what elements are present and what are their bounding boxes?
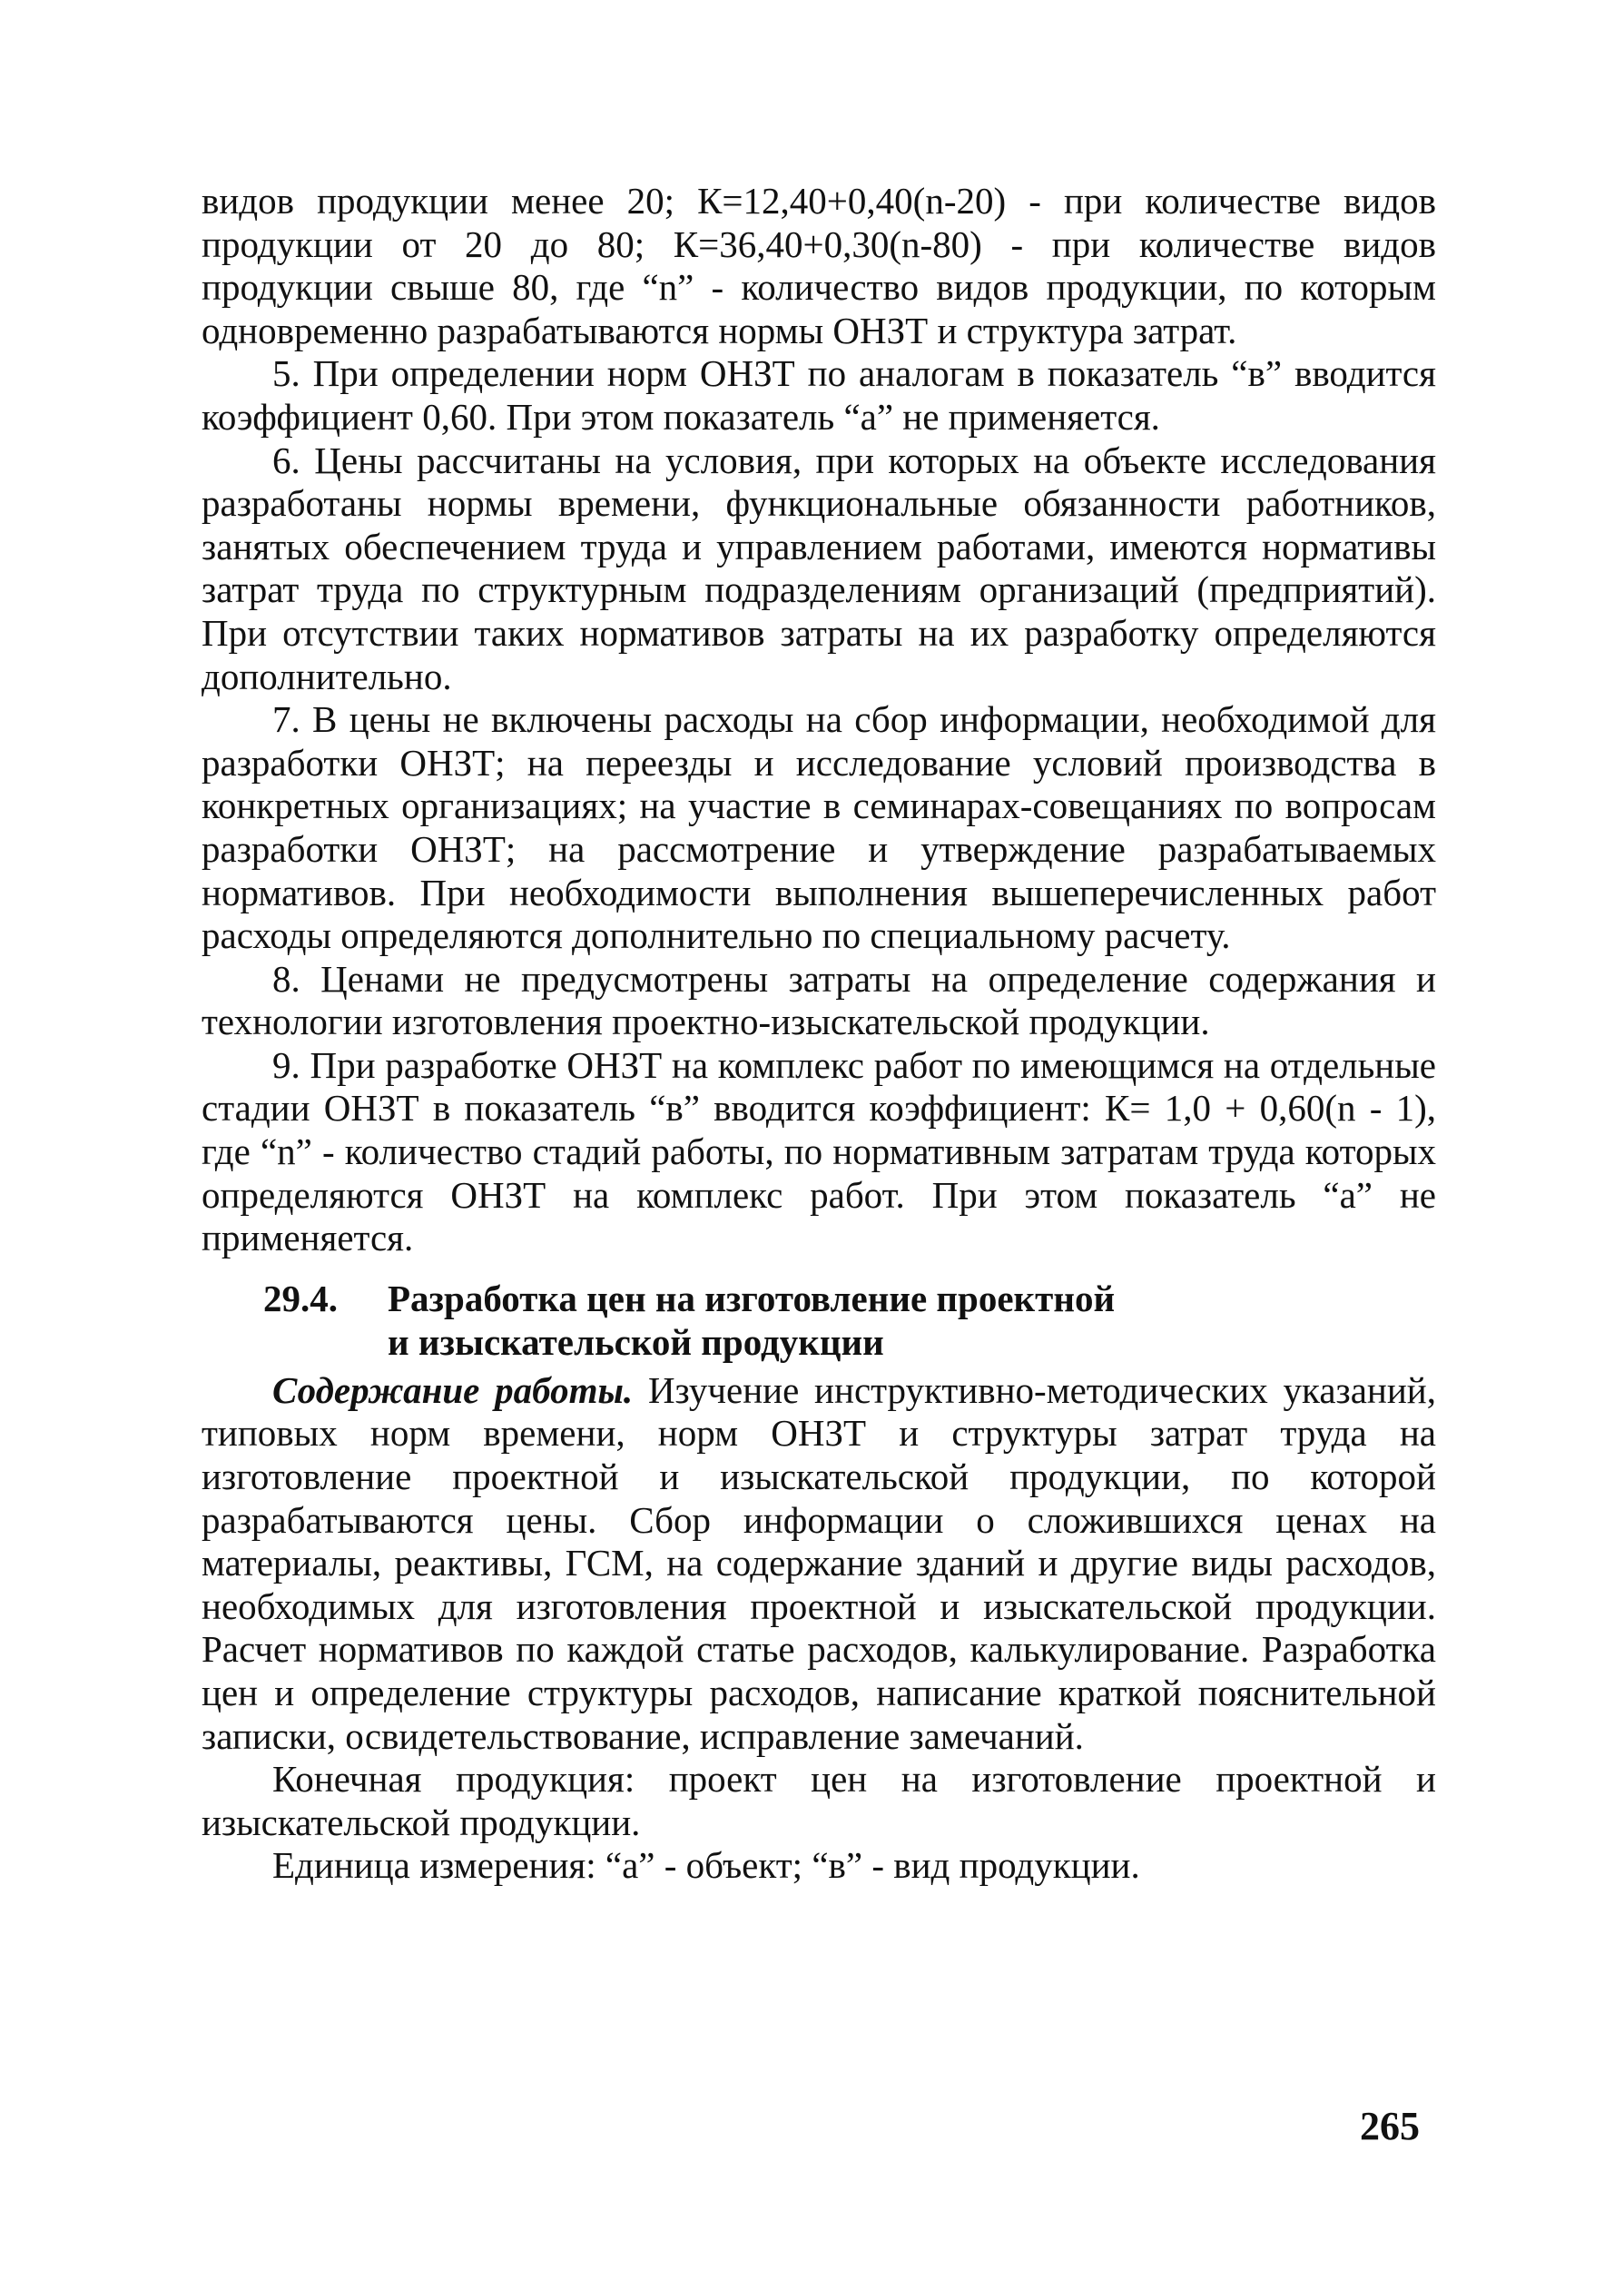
paragraph-final-product: Конечная продукция: проект цен на изготовление проектной и изыскательской продукции. [202, 1758, 1436, 1843]
page-number: 265 [1360, 2104, 1420, 2148]
section-heading [202, 1277, 1436, 1364]
section-title-line-2: и изыскательской продукции [388, 1320, 884, 1363]
content-lead-in: Содержание работы. [272, 1368, 634, 1411]
paragraph-item-7: 7. В цены не включены расходы на сбор информации, необходимой для разработки ОНЗТ; на переезды и исследование условий производства в конкретных организациях; на участие в семинарах-совещаниях по вопросам разработки ОНЗТ; на рассмотрение и утверждение разрабатываемых нормативов. При необходимости выполнения вышеперечисленных работ расходы определяются дополнительно по специальному расчету. [202, 698, 1436, 957]
paragraph-unit-of-measure: Единица измерения: “а” - объект; “в” - вид продукции. [272, 1844, 1140, 1887]
document-page [202, 180, 1436, 1888]
section-number: 29.4. [263, 1277, 338, 1319]
section-title [388, 1277, 1436, 1364]
paragraph-item-9: 9. При разработке ОНЗТ на комплекс работ по имеющимся на отдельные стадии ОНЗТ в показатель “в” вводится коэффициент: К= 1,0 + 0,60(n - 1), где “n” - количество стадий работы, по нормативным затратам труда которых определяются ОНЗТ на комплекс работ. При этом показатель “а” не применяется. [202, 1043, 1436, 1259]
paragraph-item-8: 8. Ценами не предусмотрены затраты на определение содержания и технологии изготовления проектно-изыскательской продукции. [202, 957, 1436, 1043]
section-title-line-1: Разработка цен на изготовление проектной [388, 1277, 1116, 1319]
content-text: Изучение инструктивно-методических указаний, типовых норм времени, норм ОНЗТ и структуры затрат труда на изготовление проектной и изыскательской продукции, по которой разрабатываются цены. Сбор информации о сложившихся ценах на материалы, реактивы, ГСМ, на содержание зданий и другие виды расходов, необходимых для изготовления проектной и изыскательской продукции. Расчет нормативов по каждой статье расходов, калькулирование. Разработка цен и определение структуры расходов, написание краткой пояснительной записки, освидетельствование, исправление замечаний. [202, 1368, 1436, 1757]
paragraph-continuation: видов продукции менее 20; К=12,40+0,40(n-20) - при количестве видов продукции от 20 до 80; К=36,40+0,30(n-80) - при количестве видов продукции свыше 80, где “n” - количество видов продукции, по которым одновременно разрабатываются нормы ОНЗТ и структура затрат. [202, 180, 1436, 351]
paragraph-item-5: 5. При определении норм ОНЗТ по аналогам в показатель “в” вводится коэффициент 0,60. При этом показатель “а” не применяется. [202, 352, 1436, 438]
paragraph-content-of-work [202, 1369, 1436, 1758]
paragraph-item-6: 6. Цены рассчитаны на условия, при которых на объекте исследования разработаны нормы времени, функциональные обязанности работников, занятых обеспечением труда и управлением работами, имеются нормативы затрат труда по структурным подразделениям организаций (предприятий). При отсутствии таких нормативов затраты на их разработку определяются дополнительно. [202, 439, 1436, 697]
